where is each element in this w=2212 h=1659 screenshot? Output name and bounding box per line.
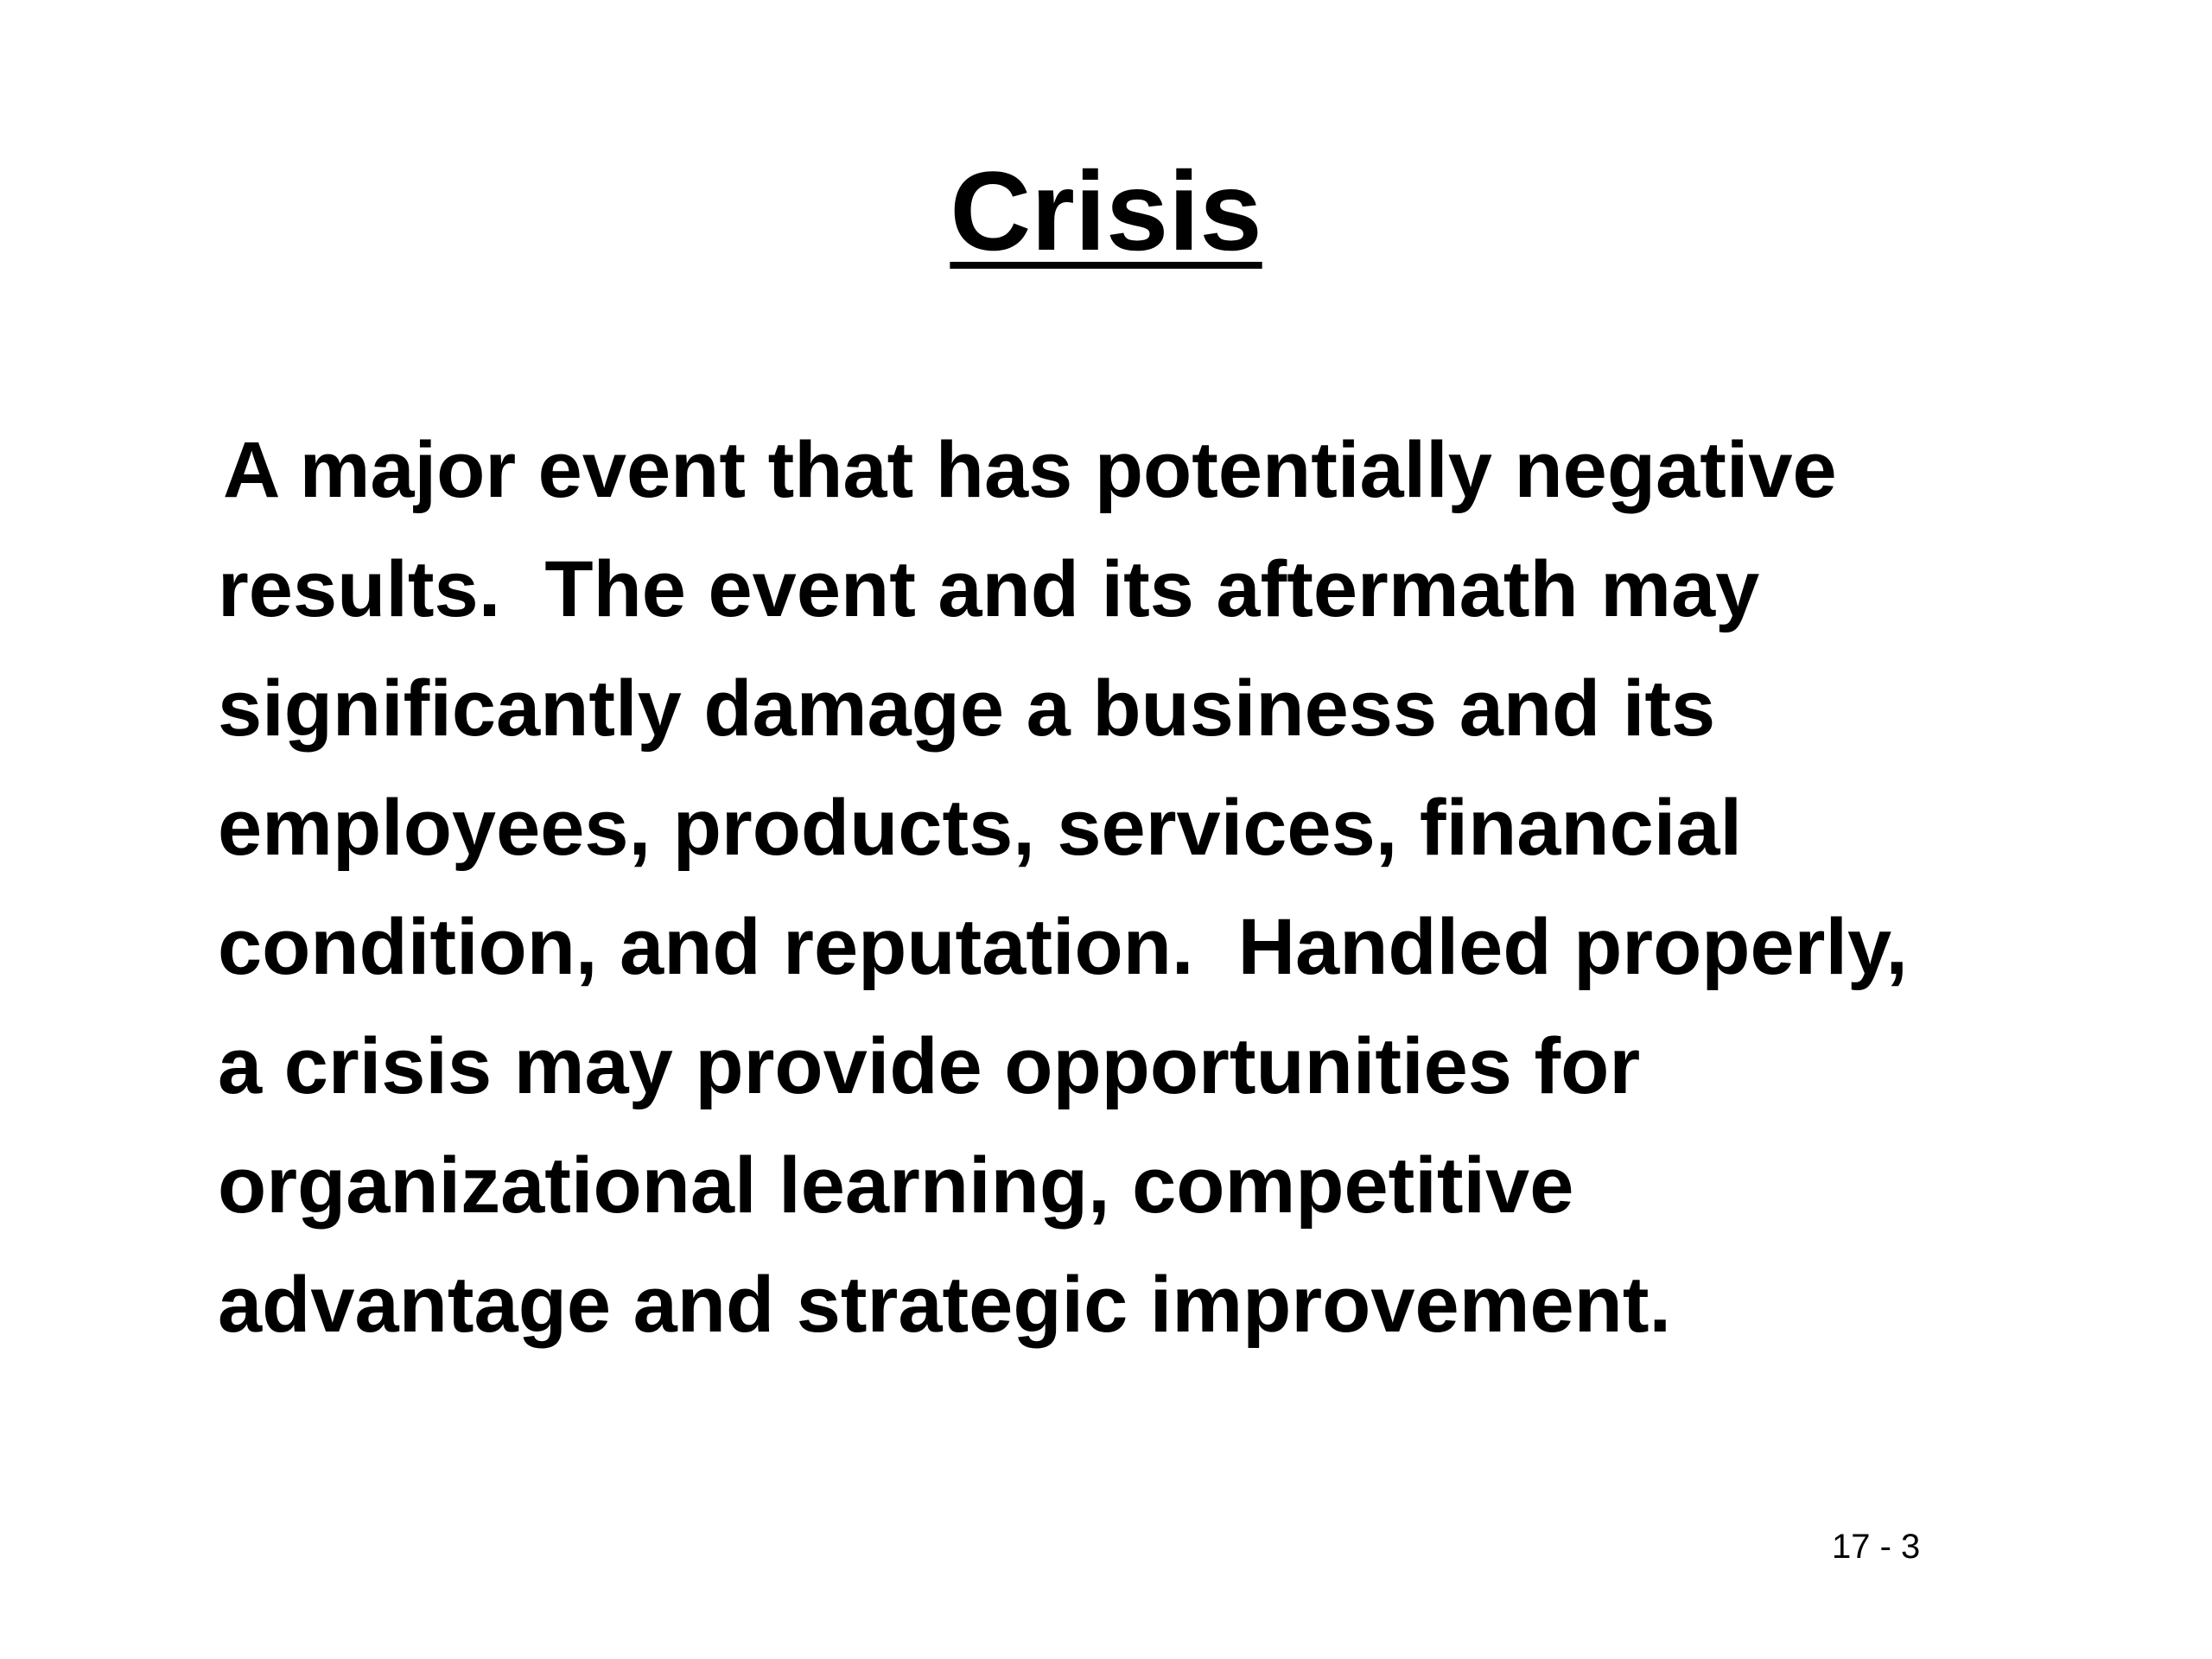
page-number: 17 - 3 [1832,1528,1921,1566]
definition-line-3: significantly damage a business and its [218,664,1716,753]
definition-line-7: organizational learning, competitive [218,1141,1574,1230]
definition-line-8: advantage and strategic improvement. [218,1261,1672,1349]
definition-line-2: results. The event and its aftermath may [218,545,1760,633]
definition-line-1: A major event that has potentially negative [223,426,1837,514]
definition-line-5: condition, and reputation. Handled properly, [218,903,1908,991]
definition-line-6: a crisis may provide opportunities for [218,1022,1641,1110]
slide-title: Crisis [950,148,1262,274]
definition-line-4: employees, products, services, financial [218,784,1743,872]
definition-paragraph [218,410,2153,1364]
